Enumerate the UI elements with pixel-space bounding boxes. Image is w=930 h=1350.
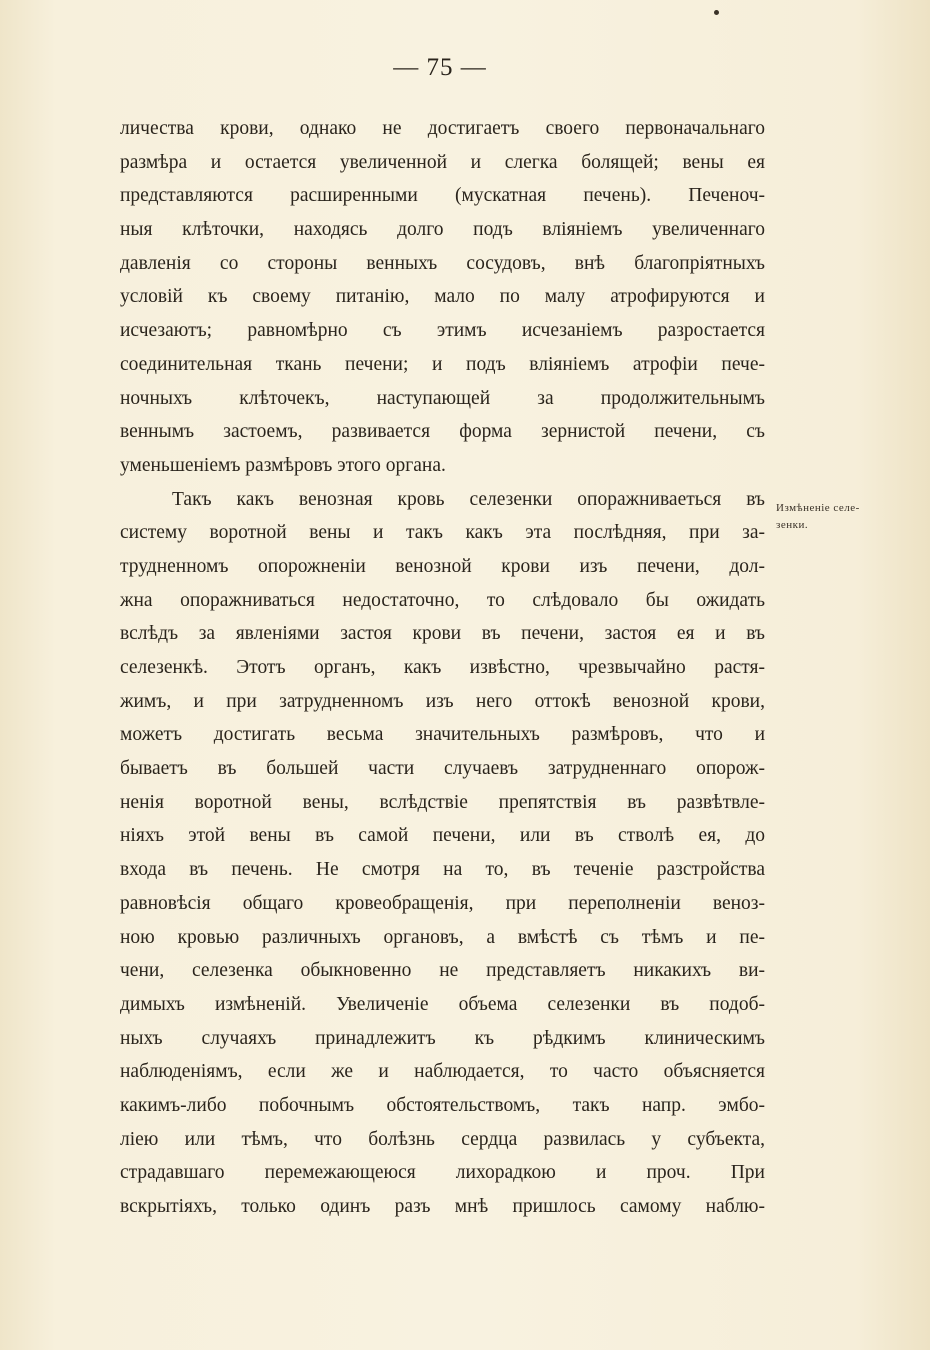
text-line: вскрытіяхъ, только одинъ разъ мнѣ пришлось самому наблю- [120, 1196, 765, 1217]
text-line: личества крови, однако не достигаетъ своего первоначальнаго [120, 118, 765, 139]
ink-speck [714, 10, 719, 15]
text-line: какимъ-либо побочнымъ обстоятельствомъ, такъ напр. эмбо- [120, 1094, 765, 1116]
text-line: веннымъ застоемъ, развивается форма зернистой печени, съ [120, 421, 765, 443]
text-line-paragraph-end: уменьшеніемъ размѣровъ этого органа. [120, 454, 446, 476]
marginal-note [776, 500, 906, 534]
text-line: ліею или тѣмъ, что болѣзнь сердца развилась у субъекта, [120, 1128, 765, 1150]
text-line: давленія со стороны венныхъ сосудовъ, внѣ благопріятныхъ [120, 252, 765, 274]
text-line: ною кровью различныхъ органовъ, а вмѣстѣ съ тѣмъ и пе- [120, 926, 765, 948]
body-text [120, 112, 765, 1224]
text-line: представляются расширенными (мускатная печень). Печеноч- [120, 185, 765, 207]
text-line: чени, селезенка обыкновенно не представляетъ никакихъ ви- [120, 960, 765, 982]
text-line: трудненномъ опорожненіи венозной крови изъ печени, дол- [120, 555, 765, 577]
text-line: ныя клѣточки, находясь долго подъ вліяніемъ увеличеннаго [120, 219, 765, 241]
marginal-note-line: Измѣненіе селе- [776, 502, 860, 514]
text-line: размѣра и остается увеличенной и слегка болящей; вены ея [120, 151, 765, 173]
text-line: бываетъ въ большей части случаевъ затрудненнаго опорож- [120, 758, 765, 780]
text-line: систему воротной вены и такъ какъ эта послѣдняя, при за- [120, 522, 765, 544]
text-line: ненія воротной вены, вслѣдствіе препятствія въ развѣтвле- [120, 791, 765, 813]
text-line: жна опоражниваться недостаточно, то слѣдовало бы ожидать [120, 589, 765, 611]
text-line: страдавшаго перемежающеюся лихорадкою и проч. При [120, 1162, 765, 1184]
text-line: ніяхъ этой вены въ самой печени, или въ стволѣ ея, до [120, 825, 765, 847]
text-line-paragraph-start: Такъ какъ венозная кровь селезенки опоражниваеться въ [172, 488, 765, 510]
text-line: можетъ достигать весьма значительныхъ размѣровъ, что и [120, 724, 765, 746]
text-line: равновѣсія общаго кровеобращенія, при переполненіи веноз- [120, 892, 765, 914]
text-line: соединительная ткань печени; и подъ вліяніемъ атрофіи пече- [120, 353, 765, 375]
text-line: наблюденіямъ, если же и наблюдается, то часто объясняется [120, 1061, 765, 1083]
text-line: селезенкѣ. Этотъ органъ, какъ извѣстно, чрезвычайно растя- [120, 657, 765, 678]
page-number: — 75 — [393, 54, 487, 81]
text-line: димыхъ измѣненій. Увеличеніе объема селезенки въ подоб- [120, 993, 765, 1015]
text-line: условій къ своему питанію, мало по малу атрофируются и [120, 286, 765, 308]
text-line: вслѣдъ за явленіями застоя крови въ печени, застоя ея и въ [120, 623, 765, 645]
text-line: ночныхъ клѣточекъ, наступающей за продолжительнымъ [120, 387, 765, 409]
text-line: ныхъ случаяхъ принадлежитъ къ рѣдкимъ клиническимъ [120, 1027, 765, 1049]
text-line: жимъ, и при затрудненномъ изъ него оттокѣ венозной крови, [120, 690, 765, 712]
text-line: исчезаютъ; равномѣрно съ этимъ исчезаніемъ разростается [120, 320, 765, 342]
marginal-note-line: зенки. [776, 519, 809, 531]
text-line: входа въ печень. Не смотря на то, въ теченіе разстройства [120, 859, 765, 881]
